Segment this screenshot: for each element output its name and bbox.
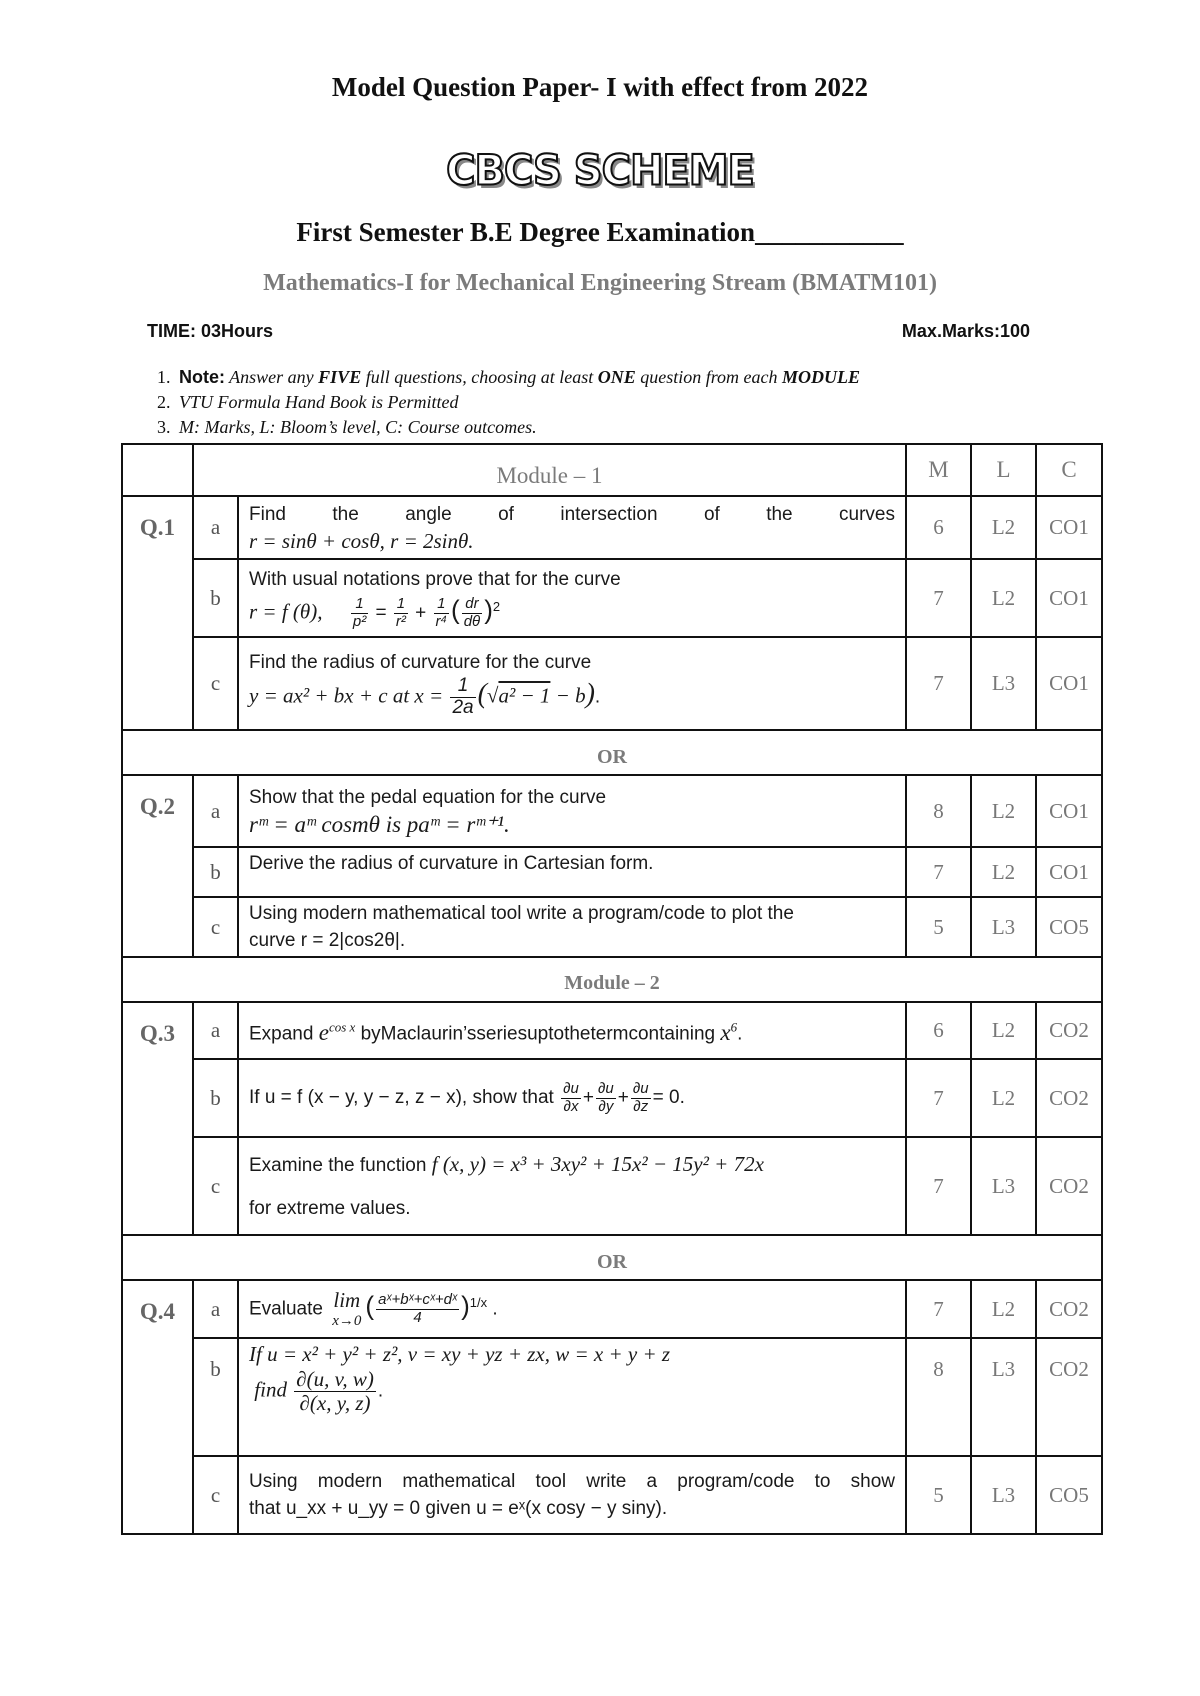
question-text: If u = f (x − y, y − z, z − x), show that $\frac{\partial u}{\partial x}$ + $\frac{\partial u}{\partial y}$ + $\frac{\partial u}{\partial z}$ = 0. bbox=[238, 1059, 906, 1137]
blooms-level: L2 bbox=[971, 559, 1036, 637]
or-row bbox=[122, 1235, 1102, 1280]
question-text: Examine the function f (x, y) = x³ + 3xy² + 15x² − 15y² + 72x for extreme values. bbox=[238, 1137, 906, 1235]
or-row bbox=[122, 730, 1102, 775]
question-text: If u = x² + y² + z², v = xy + yz + zx, w = x + y + z find $\frac{\partial(u, v, w)}{\partial(x, y, z)}$ . bbox=[238, 1338, 906, 1456]
course-outcome: CO2 bbox=[1036, 1280, 1102, 1338]
course-outcome: CO1 bbox=[1036, 637, 1102, 730]
question-text: Using modern mathematical tool write a program/code to plot the curve r = 2|cos2θ|. bbox=[238, 897, 906, 957]
module-2-heading: Module – 2 bbox=[122, 957, 1102, 1002]
part-label: c bbox=[193, 1456, 238, 1534]
blooms-level: L2 bbox=[971, 1002, 1036, 1059]
blooms-level: L2 bbox=[971, 847, 1036, 897]
course-outcome: CO2 bbox=[1036, 1137, 1102, 1235]
part-label: b bbox=[193, 559, 238, 637]
course-outcome: CO1 bbox=[1036, 775, 1102, 847]
table-row bbox=[122, 1456, 1102, 1534]
paper-title: Model Question Paper- I with effect from 2022 bbox=[331, 72, 869, 102]
note-item: 2. VTU Formula Hand Book is Permitted bbox=[157, 392, 459, 412]
table-row bbox=[122, 847, 1102, 897]
or-separator: OR bbox=[122, 1235, 1102, 1280]
question-table bbox=[121, 443, 1103, 1535]
marks: 7 bbox=[906, 1059, 971, 1137]
marks: 6 bbox=[906, 496, 971, 559]
part-label: c bbox=[193, 637, 238, 730]
marks: 5 bbox=[906, 1456, 971, 1534]
question-number: Q.3 bbox=[122, 1002, 193, 1235]
part-label: c bbox=[193, 897, 238, 957]
blooms-level: L3 bbox=[971, 1338, 1036, 1456]
question-text: With usual notations prove that for the curve r = f (θ), $\frac{1}{\text{p²}}$ = $\frac{1}{\text{r²}}$ + $\frac{1}{\text{r⁴}}$ ( $\frac{dr}{d\theta}$ )$^2$ bbox=[238, 559, 906, 637]
marks: 7 bbox=[906, 847, 971, 897]
table-row bbox=[122, 559, 1102, 637]
question-number: Q.2 bbox=[122, 775, 193, 957]
course-outcome: CO2 bbox=[1036, 1059, 1102, 1137]
marks: 7 bbox=[906, 559, 971, 637]
part-label: a bbox=[193, 1002, 238, 1059]
logo-text: CBCS SCHEME bbox=[446, 146, 754, 196]
course-outcome: CO5 bbox=[1036, 897, 1102, 957]
table-row bbox=[122, 1059, 1102, 1137]
table-row bbox=[122, 637, 1102, 730]
marks: 5 bbox=[906, 897, 971, 957]
course-outcome: CO1 bbox=[1036, 559, 1102, 637]
instructions bbox=[157, 365, 860, 440]
table-row bbox=[122, 1280, 1102, 1338]
part-label: b bbox=[193, 1059, 238, 1137]
part-label: a bbox=[193, 775, 238, 847]
question-text: Evaluate lim x→0 ( $\frac{\text{aˣ+bˣ+cˣ+dˣ}}{4}$ )$^{1/x}$ . bbox=[238, 1280, 906, 1338]
marks: 8 bbox=[906, 775, 971, 847]
blooms-level: L2 bbox=[971, 496, 1036, 559]
part-label: b bbox=[193, 847, 238, 897]
col-level: L bbox=[971, 444, 1036, 496]
module-1-heading: Module – 1 bbox=[193, 444, 906, 496]
marks: 8 bbox=[906, 1338, 971, 1456]
course-outcome: CO2 bbox=[1036, 1002, 1102, 1059]
course-outcome: CO5 bbox=[1036, 1456, 1102, 1534]
or-separator: OR bbox=[122, 730, 1102, 775]
table-row bbox=[122, 1137, 1102, 1235]
table-row bbox=[122, 775, 1102, 847]
table-row bbox=[122, 496, 1102, 559]
part-label: a bbox=[193, 1280, 238, 1338]
table-row bbox=[122, 1002, 1102, 1059]
module-header-row bbox=[122, 444, 1102, 496]
blooms-level: L3 bbox=[971, 637, 1036, 730]
marks: 7 bbox=[906, 1280, 971, 1338]
table-row bbox=[122, 897, 1102, 957]
part-label: c bbox=[193, 1137, 238, 1235]
blooms-level: L2 bbox=[971, 1280, 1036, 1338]
col-co: C bbox=[1036, 444, 1102, 496]
question-text: Find the radius of curvature for the curve y = ax² + bx + c at x = $\frac{1}{2a}$ (√a² − 1 − b). bbox=[238, 637, 906, 730]
question-number: Q.1 bbox=[122, 496, 193, 730]
question-text: Derive the radius of curvature in Cartesian form. bbox=[238, 847, 906, 897]
table-row bbox=[122, 1338, 1102, 1456]
blooms-level: L2 bbox=[971, 1059, 1036, 1137]
marks: 7 bbox=[906, 1137, 971, 1235]
question-text: Using modern mathematical tool write a program/code to show that u_xx + u_yy = 0 given u = eˣ(x cosy − y siny). bbox=[238, 1456, 906, 1534]
max-marks: Max.Marks:100 bbox=[901, 321, 1030, 341]
question-text: Show that the pedal equation for the curve rᵐ = aᵐ cosmθ is paᵐ = rᵐ⁺¹. bbox=[238, 775, 906, 847]
exam-time: TIME: 03Hours bbox=[147, 321, 274, 341]
subject-title: Mathematics-I for Mechanical Engineering Stream (BMATM101) bbox=[263, 270, 937, 296]
course-outcome: CO1 bbox=[1036, 847, 1102, 897]
cbcs-scheme-logo bbox=[0, 148, 1200, 194]
course-outcome: CO1 bbox=[1036, 496, 1102, 559]
col-marks: M bbox=[906, 444, 971, 496]
module-header-row bbox=[122, 957, 1102, 1002]
question-number: Q.4 bbox=[122, 1280, 193, 1534]
part-label: b bbox=[193, 1338, 238, 1456]
note-item: 1. Note: Answer any FIVE full questions, choosing at least ONE question from each MODULE bbox=[157, 367, 861, 387]
blooms-level: L3 bbox=[971, 897, 1036, 957]
marks: 7 bbox=[906, 637, 971, 730]
course-outcome: CO2 bbox=[1036, 1338, 1102, 1456]
blooms-level: L3 bbox=[971, 1456, 1036, 1534]
blooms-level: L2 bbox=[971, 775, 1036, 847]
part-label: a bbox=[193, 496, 238, 559]
marks: 6 bbox=[906, 1002, 971, 1059]
exam-title: First Semester B.E Degree Examination___________ bbox=[296, 217, 904, 247]
question-text: Find the angle of intersection of the curves r = sinθ + cosθ, r = 2sinθ. bbox=[238, 496, 906, 559]
blooms-level: L3 bbox=[971, 1137, 1036, 1235]
note-item: 3. M: Marks, L: Bloom’s level, C: Course outcomes. bbox=[157, 417, 537, 437]
question-text: Expand $e^{cos x}$ byMaclaurin’sseriesuptothetermcontaining $x^6$. bbox=[238, 1002, 906, 1059]
